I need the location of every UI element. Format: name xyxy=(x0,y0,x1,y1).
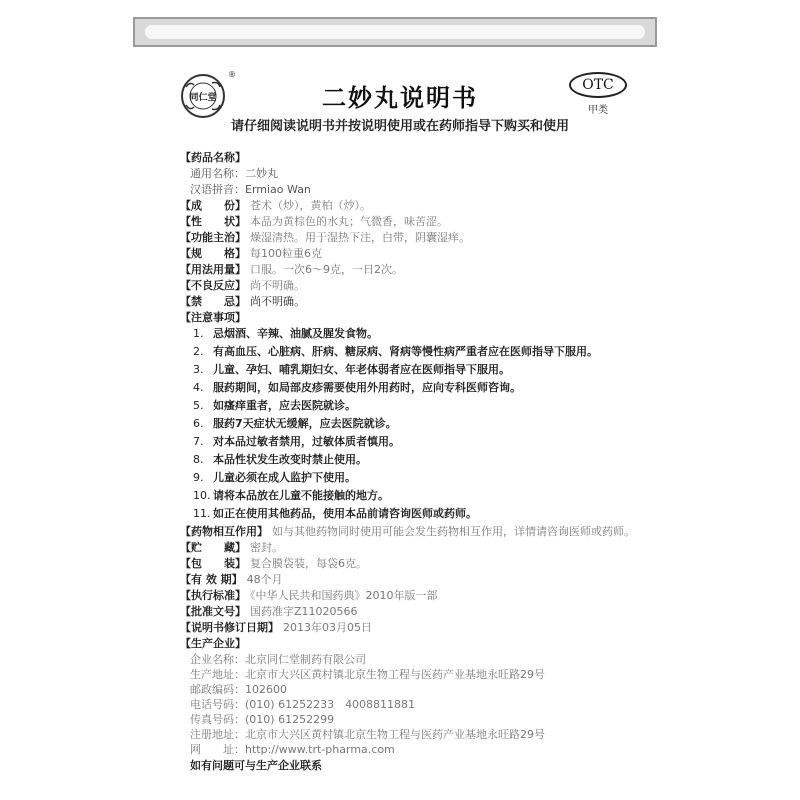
validity-row: 【有 效 期】 48个月 xyxy=(180,573,283,586)
drug-name-heading: 【药品名称】 xyxy=(180,151,246,164)
fax-number: 传真号码：(010) 61252299 xyxy=(190,713,335,726)
contraindications-row: 【禁 忌】 尚不明确。 xyxy=(180,295,305,308)
manufacturer-heading: 【生产企业】 xyxy=(180,637,246,650)
precaution-item: 1. 忌烟酒、辛辣、油腻及腥发食物。 xyxy=(193,327,378,340)
instruction-subtitle: 请仔细阅读说明书并按说明使用或在药师指导下购买和使用 xyxy=(230,119,569,134)
precaution-item: 11. 如正在使用其他药品，使用本品前请咨询医师或药师。 xyxy=(193,507,477,520)
precautions-heading: 【注意事项】 xyxy=(180,311,246,324)
precaution-item: 8. 本品性状发生改变时禁止使用。 xyxy=(193,453,367,466)
common-name: 通用名称：二妙丸 xyxy=(190,167,278,180)
otc-badge: OTC xyxy=(569,72,627,98)
precaution-item: 4. 服药期间，如局部皮疹需要使用外用药时，应向专科医师咨询。 xyxy=(193,381,521,394)
precaution-item: 9. 儿童必须在成人监护下使用。 xyxy=(193,471,356,484)
website: 网 址：http://www.trt-pharma.com xyxy=(190,743,395,756)
registered-address: 注册地址：北京市大兴区黄村镇北京生物工程与医药产业基地永旺路29号 xyxy=(190,728,545,741)
precaution-item: 5. 如瘙痒重者，应去医院就诊。 xyxy=(193,399,356,412)
spec-row: 【规 格】 每100粒重6克 xyxy=(180,247,322,260)
usage-row: 【用法用量】 口服。一次6～9克，一日2次。 xyxy=(180,263,403,276)
indications-row: 【功能主治】 燥湿清热。用于湿热下注，白带，阴囊湿痒。 xyxy=(180,231,470,244)
precaution-item: 6. 服药7天症状无缓解，应去医院就诊。 xyxy=(193,417,397,430)
precaution-item: 10. 请将本品放在儿童不能接触的地方。 xyxy=(193,489,389,502)
pinyin-name: 汉语拼音：Ermiao Wan xyxy=(190,183,311,196)
svg-text:同仁堂: 同仁堂 xyxy=(189,93,217,103)
manufacturer-address: 生产地址：北京市大兴区黄村镇北京生物工程与医药产业基地永旺路29号 xyxy=(190,668,545,681)
storage-row: 【贮 藏】 密封。 xyxy=(180,541,283,554)
precaution-item: 7. 对本品过敏者禁用，过敏体质者慎用。 xyxy=(193,435,400,448)
registered-mark: ® xyxy=(228,70,236,79)
top-banner xyxy=(133,17,657,47)
adverse-row: 【不良反应】 尚不明确。 xyxy=(180,279,305,292)
postal-code: 邮政编码：102600 xyxy=(190,683,287,696)
manufacturer-name: 企业名称：北京同仁堂制药有限公司 xyxy=(190,653,366,666)
standard-row: 【执行标准】 《中华人民共和国药典》2010年版一部 xyxy=(180,589,438,602)
ingredients-row: 【成 份】 苍术（炒），黄柏（炒）。 xyxy=(180,199,371,212)
phone-number: 电话号码：(010) 61252233 4008811881 xyxy=(190,698,416,711)
properties-row: 【性 状】 本品为黄棕色的水丸；气微香，味苦涩。 xyxy=(180,215,448,228)
otc-class-label: 甲类 xyxy=(588,105,608,116)
revision-row: 【说明书修订日期】 2013年03月05日 xyxy=(180,621,372,634)
contact-footer: 如有问题可与生产企业联系 xyxy=(190,759,322,772)
top-banner-inner xyxy=(145,25,645,39)
precaution-item: 3. 儿童、孕妇、哺乳期妇女、年老体弱者应在医师指导下服用。 xyxy=(193,363,510,376)
approval-row: 【批准文号】 国药准字Z11020566 xyxy=(180,605,358,618)
precaution-item: 2. 有高血压、心脏病、肝病、糖尿病、肾病等慢性病严重者应在医师指导下服用。 xyxy=(193,345,598,358)
package-row: 【包 装】 复合膜袋装，每袋6克。 xyxy=(180,557,367,570)
page-title: 二妙丸说明书 xyxy=(322,84,478,112)
interactions-row: 【药物相互作用】 如与其他药物同时使用可能会发生药物相互作用，详情请咨询医师或药师。 xyxy=(180,525,635,538)
